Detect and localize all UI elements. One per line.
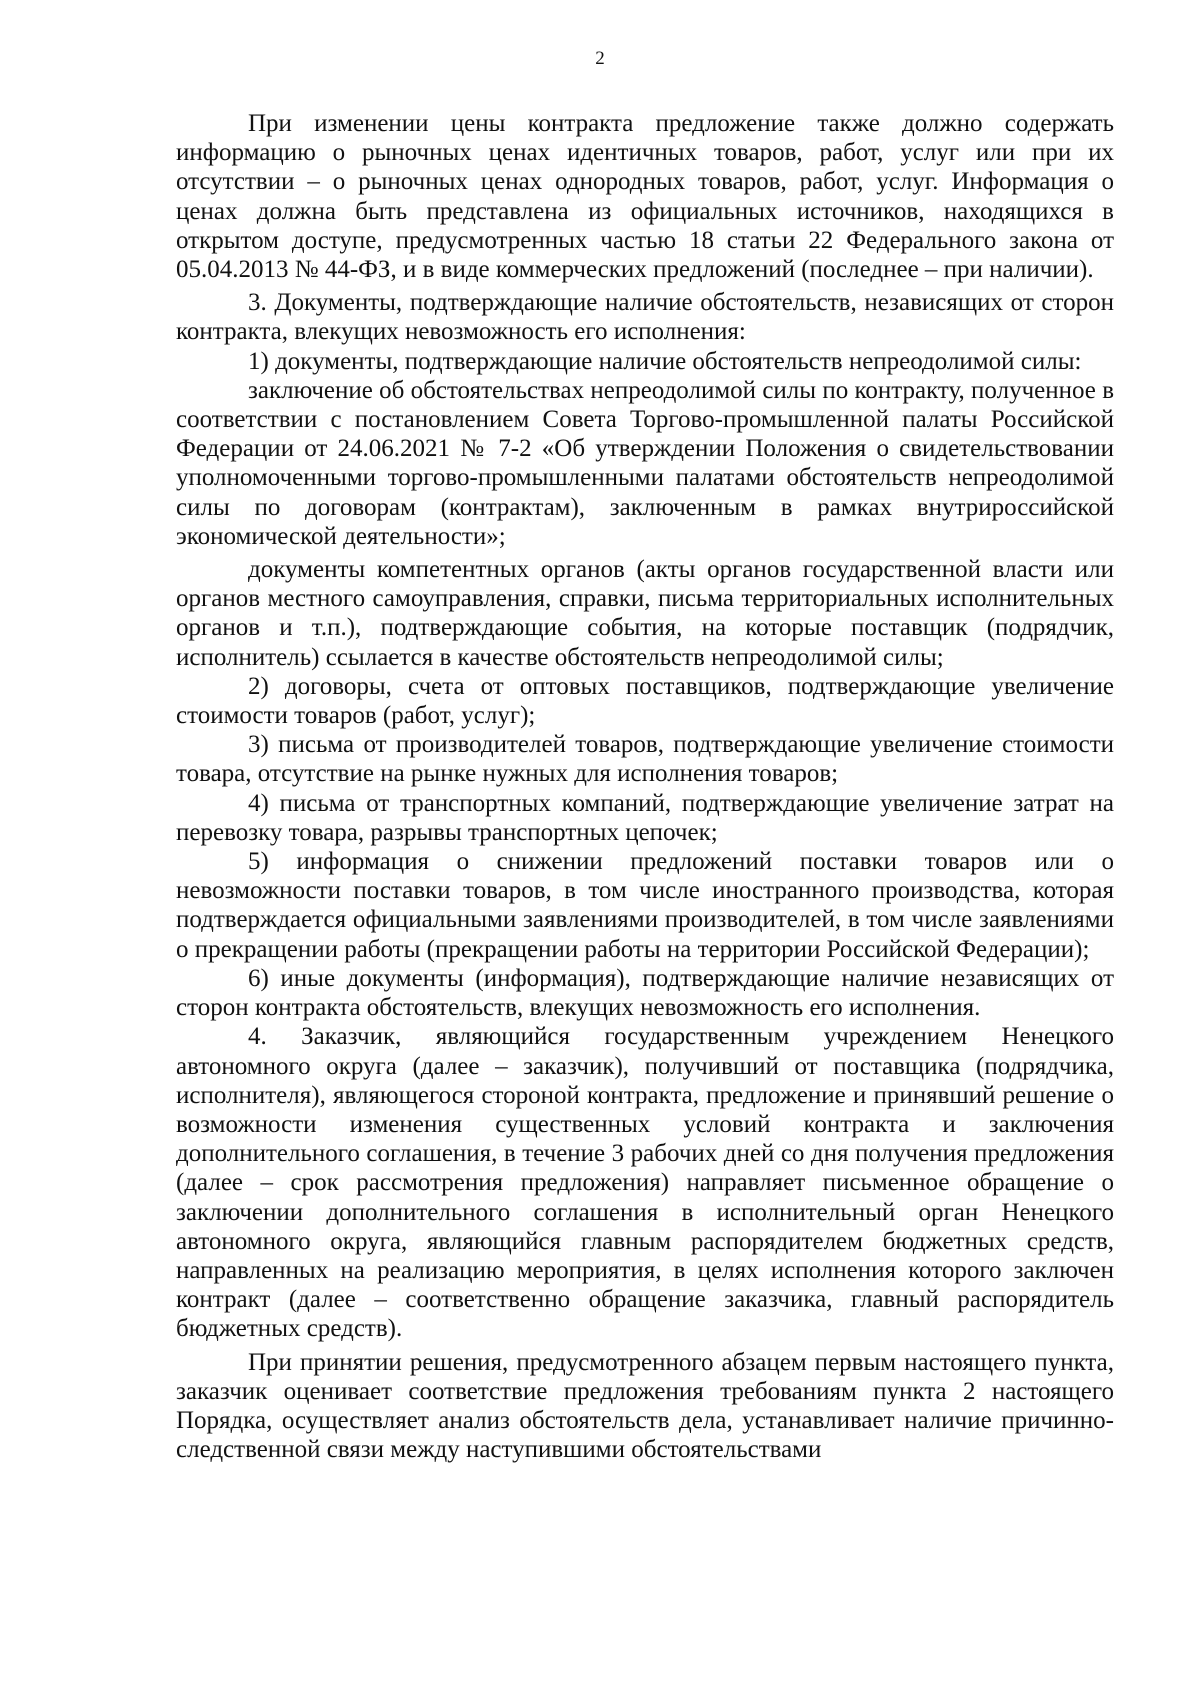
paragraph-item-3-2: 2) договоры, счета от оптовых поставщиков, подтверждающие увеличение стоимости товаров (работ, услуг); — [176, 672, 1114, 730]
paragraph-item-3: 3. Документы, подтверждающие наличие обстоятельств, независящих от сторон контракта, влекущих невозможность его исполнения: — [176, 289, 1114, 346]
paragraph-force-majeure-conclusion: заключение об обстоятельствах непреодолимой силы по контракту, полученное в соответствии с постановлением Совета Торгово-промышленной палаты Российской Федерации от 24.06.2021 № 7-2 «Об утверждении Положения о свидетельствовании уполномоченными торгово-промышленными палатами обстоятельств непреодолимой силы по договорам (контрактам), заключенным в рамках внутрироссийской экономической деятельности»; — [176, 376, 1114, 550]
paragraph-item-3-6: 6) иные документы (информация), подтверждающие наличие независящих от сторон контракта обстоятельств, влекущих невозможность его исполнения. — [176, 964, 1114, 1022]
paragraph-item-4: 4. Заказчик, являющийся государственным учреждением Ненецкого автономного округа (далее – заказчик), получивший от поставщика (подрядчика, исполнителя), являющегося стороной контракта, предложение и принявший решение о возможности изменения существенных условий контракта и заключения дополнительного соглашения, в течение 3 рабочих дней со дня получения предложения (далее – срок рассмотрения предложения) направляет письменное обращение о заключении дополнительного соглашения в исполнительный орган Ненецкого автономного округа, являющийся главным распорядителем бюджетных средств, направленных на реализацию мероприятия, в целях исполнения которого заключен контракт (далее – соответственно обращение заказчика, главный распорядитель бюджетных средств). — [176, 1023, 1114, 1343]
paragraph-item-3-3: 3) письма от производителей товаров, подтверждающие увеличение стоимости товара, отсутствие на рынке нужных для исполнения товаров; — [176, 731, 1114, 788]
paragraph-item-3-1: 1) документы, подтверждающие наличие обстоятельств непреодолимой силы: — [248, 347, 1082, 375]
paragraph-item-3-4: 4) письма от транспортных компаний, подтверждающие увеличение затрат на перевозку товара, разрывы транспортных цепочек; — [176, 789, 1114, 846]
paragraph-authority-documents: документы компетентных органов (акты органов государственной власти или органов местного самоуправления, справки, письма территориальных исполнительных органов и т.п.), подтверждающие события, на которые поставщик (подрядчик, исполнитель) ссылается в качестве обстоятельств непреодолимой силы; — [176, 556, 1114, 671]
document-body — [176, 109, 1114, 1464]
paragraph-item-4-decision: При принятии решения, предусмотренного абзацем первым настоящего пункта, заказчик оценивает соответствие предложения требованиям пункта 2 настоящего Порядка, осуществляет анализ обстоятельств дела, устанавливает наличие причинно-следственной связи между наступившими обстоятельствами — [176, 1348, 1114, 1464]
paragraph-item-3-5: 5) информация о снижении предложений поставки товаров или о невозможности поставки товаров, в том числе иностранного производства, которая подтверждается официальными заявлениями производителей, в том числе заявлениями о прекращении работы (прекращении работы на территории Российской Федерации); — [176, 848, 1114, 963]
paragraph-price-info: При изменении цены контракта предложение также должно содержать информацию о рыночных ценах идентичных товаров, работ, услуг или при их отсутствии – о рыночных ценах однородных товаров, работ, услуг. Информация о ценах должна быть представлена из официальных источников, находящихся в открытом доступе, предусмотренных частью 18 статьи 22 Федерального закона от 05.04.2013 № 44-ФЗ, и в виде коммерческих предложений (последнее – при наличии). — [176, 110, 1114, 284]
page-number: 2 — [595, 48, 605, 69]
